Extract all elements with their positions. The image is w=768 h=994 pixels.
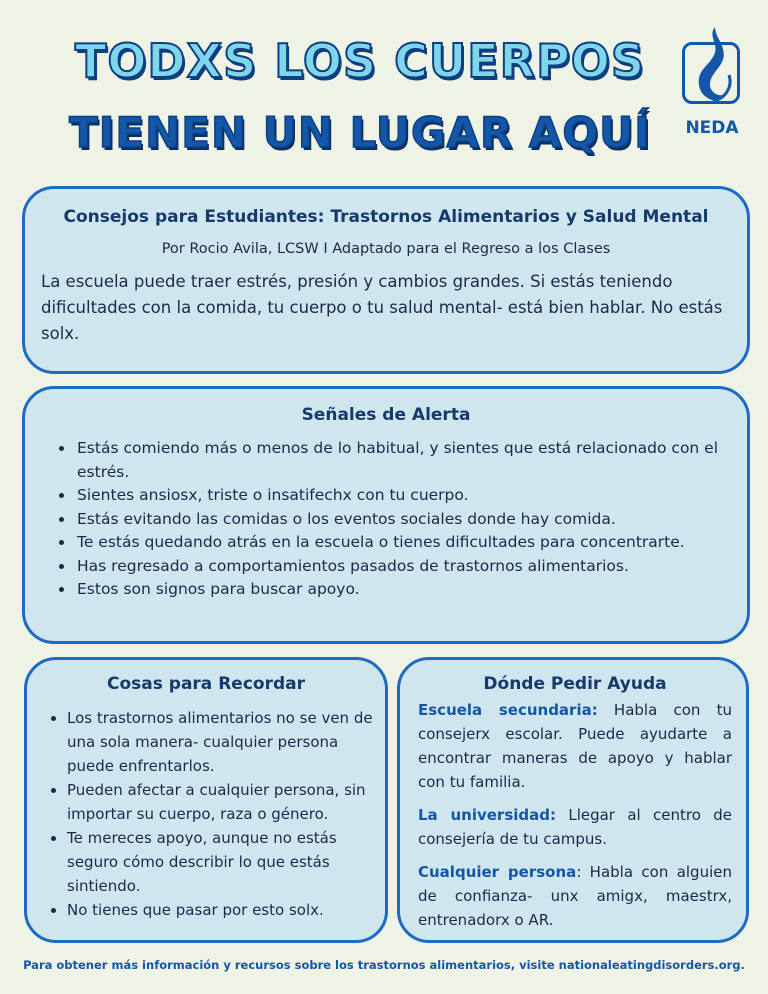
neda-logo — [682, 42, 740, 104]
neda-logo-icon — [685, 23, 743, 113]
help-entry-text: Habla con tu consejerx escolar. Puede ayudarte a encontrar maneras de apoyo y hablar con tu familia. — [418, 701, 732, 791]
list-item: • Has regresado a comportamientos pasados de trastornos alimentarios. — [75, 555, 729, 579]
list-item: • Pueden afectar a cualquier persona, sin importar su cuerpo, raza o género. — [67, 778, 373, 826]
intro-card — [22, 186, 750, 374]
help-entry — [418, 803, 732, 851]
list-item: • Sientes ansiosx, triste o insatifechx con tu cuerpo. — [75, 484, 729, 508]
help-entry-text: : Habla con alguien de confianza- unx amigx, maestrx, entrenadorx o AR. — [418, 863, 732, 929]
help-entry — [418, 698, 732, 794]
help-entry — [418, 860, 732, 932]
help-entry-label: La universidad: — [418, 806, 556, 824]
alert-list — [43, 437, 729, 602]
help-entry-text: Llegar al centro de consejería de tu campus. — [418, 806, 732, 848]
list-item: • Te mereces apoyo, aunque no estás seguro cómo describir lo que estás sintiendo. — [67, 826, 373, 898]
title-line-2: TIENEN UN LUGAR AQUÍ — [69, 108, 651, 157]
list-item: • Estos son signos para buscar apoyo. — [75, 578, 729, 602]
alert-heading: Señales de Alerta — [301, 405, 471, 425]
logo-text: NEDA — [685, 118, 739, 138]
remember-list — [39, 706, 373, 922]
title-line-1: TODXS LOS CUERPOS — [74, 34, 646, 88]
list-item: • Te estás quedando atrás en la escuela o tienes dificultades para concentrarte. — [75, 531, 729, 555]
intro-heading: Consejos para Estudiantes: Trastornos Alimentarios y Salud Mental — [63, 207, 709, 227]
list-item: • Los trastornos alimentarios no se ven de una sola manera- cualquier persona puede enfrentarlos. — [67, 706, 373, 778]
alert-signs-card — [22, 386, 750, 644]
footer-text: Para obtener más información y recursos sobre los trastornos alimentarios, visite nationaleatingdisorders.org. — [23, 958, 745, 972]
help-entry-label: Cualquier persona — [418, 863, 577, 881]
intro-body: La escuela puede traer estrés, presión y cambios grandes. Si estás teniendo dificultades con la comida, tu cuerpo o tu salud mental- está bien hablar. No estás solx. — [41, 272, 723, 343]
list-item: • Estás comiendo más o menos de lo habitual, y sientes que está relacionado con el estrés. — [75, 437, 729, 484]
intro-byline: Por Rocio Avila, LCSW I Adaptado para el Regreso a los Clases — [161, 241, 611, 257]
remember-heading: Cosas para Recordar — [107, 674, 305, 694]
help-card — [397, 657, 749, 943]
list-item: • Estás evitando las comidas o los eventos sociales donde hay comida. — [75, 508, 729, 532]
help-entry-label: Escuela secundaria: — [418, 701, 598, 719]
remember-card — [24, 657, 388, 943]
list-item: • No tienes que pasar por esto solx. — [67, 898, 373, 922]
help-heading: Dónde Pedir Ayuda — [483, 674, 667, 694]
